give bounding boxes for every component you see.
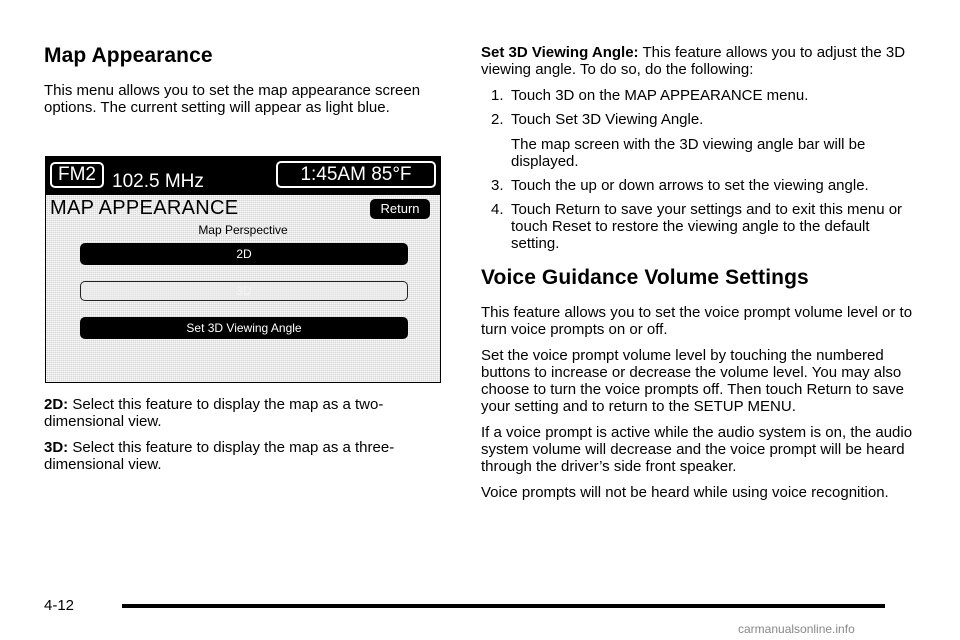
nav-screen-illustration [45,156,441,383]
definition-text: Select this feature to display the map as a two-dimensional view. [44,396,384,430]
definition-term: 2D: [44,396,69,413]
option-3d-button[interactable]: 3D [80,281,408,301]
page-number: 4-12 [44,597,75,614]
screen-title: MAP APPEARANCE [50,197,239,219]
frequency-readout: 102.5 MHz [112,171,204,192]
band-badge: FM2 [50,162,104,188]
map-perspective-label: Map Perspective [198,223,288,237]
return-button[interactable]: Return [370,199,430,219]
watermark: carmanualsonline.info [738,622,855,636]
intro-paragraph: This menu allows you to set the map appearance screen options. The current setting will appear as light blue. [44,82,421,116]
right-column [481,44,921,510]
footer-rule [122,604,885,608]
steps-list-continued [481,177,921,252]
section-heading-map-appearance: Map Appearance [44,44,213,67]
definition-2d [44,396,444,430]
definition-text: Select this feature to display the map as a three-dimensional view. [44,439,395,473]
list-item: 3. Touch the up or down arrows to set the viewing angle. [491,177,869,194]
angle-paragraph [481,44,921,78]
left-column [44,44,444,125]
clock-temp-readout: 1:45AM 85°F [276,161,436,188]
list-item: 4. Touch Return to save your settings and to exit this menu or touch Reset to restore the viewing angle to the default setting. [491,201,903,252]
definition-term: 3D: [44,439,69,456]
definition-term: Set 3D Viewing Angle: [481,44,639,61]
voice-paragraph: Voice prompts will not be heard while using voice recognition. [481,484,889,501]
voice-paragraph: If a voice prompt is active while the audio system is on, the audio system volume will decrease and the voice prompt will be heard through the driver’s side front speaker. [481,424,913,475]
list-item: 1. Touch 3D on the MAP APPEARANCE menu. [491,87,809,104]
steps-list [481,87,921,128]
option-2d-button[interactable]: 2D [80,243,408,265]
list-item: 2. Touch Set 3D Viewing Angle. [491,111,704,128]
voice-paragraph: This feature allows you to set the voice prompt volume level or to turn voice prompts on or off. [481,304,913,338]
section-heading-voice-guidance: Voice Guidance Volume Settings [481,266,809,289]
step-note: The map screen with the 3D viewing angle bar will be displayed. [511,136,866,170]
definition-3d [44,439,444,473]
definition-text: This feature allows you to adjust the 3D viewing angle. To do so, do the following: [481,44,906,78]
left-definitions [44,396,444,482]
voice-paragraph: Set the voice prompt volume level by touching the numbered buttons to increase or decrease the volume level. You may also choose to turn the voice prompts off. Then touch Return to save your setting and to return to the SETUP MENU. [481,347,905,415]
screen-status-bar [46,157,440,195]
set-3d-viewing-angle-button[interactable]: Set 3D Viewing Angle [80,317,408,339]
